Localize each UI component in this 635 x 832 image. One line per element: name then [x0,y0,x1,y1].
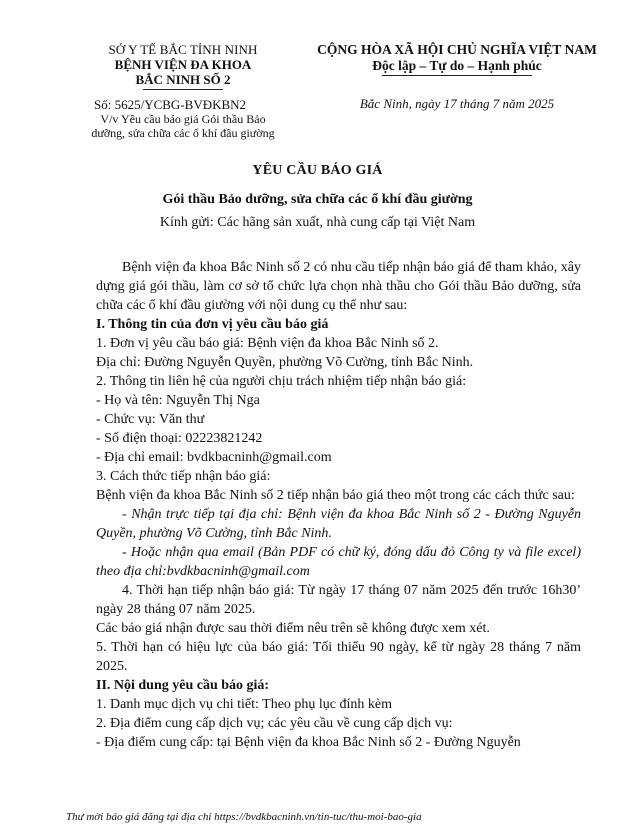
subject-line-2: dưỡng, sửa chữa các ổ khí đầu giường [91,126,275,140]
service-list: 1. Danh mục dịch vụ chi tiết: Theo phụ lục đính kèm [96,697,393,712]
service-location-heading: 2. Địa điểm cung cấp dịch vụ; các yêu cầu về cung cấp dịch vụ: [96,716,453,731]
issuer-name-line2: BẮC NINH SỐ 2 [135,72,231,87]
document-number: Số: 5625/YCBG-BVĐKBN2 [94,97,247,112]
motto-underline [382,75,532,76]
late-submission-note: Các báo giá nhận được sau thời điểm nêu trên sẽ không được xem xét. [96,621,490,636]
document-subject [78,112,288,140]
issuer-underline [143,89,223,90]
requesting-unit: 1. Đơn vị yêu cầu báo giá: Bệnh viện đa khoa Bắc Ninh số 2. [96,336,439,351]
contact-position: - Chức vụ: Văn thư [96,412,205,427]
quote-validity: 5. Thời hạn có hiệu lực của báo giá: Tối thiểu 90 ngày, kể từ ngày 28 tháng 7 năm 2025. [96,640,581,674]
package-title: Gói thầu Bảo dưỡng, sửa chữa các ổ khí đầu giường [162,192,473,207]
contact-info-heading: 2. Thông tin liên hệ của người chịu trách nhiệm tiếp nhận báo giá: [96,374,467,389]
receipt-method-email: - Hoặc nhận qua email (Bản PDF có chữ ký, đóng dấu đỏ Công ty và file excel) theo địa chỉ:bvdkbacninh@gmail.com [96,545,581,579]
contact-name: - Họ và tên: Nguyễn Thị Nga [96,393,260,408]
receipt-deadline: 4. Thời hạn tiếp nhận báo giá: Từ ngày 17 tháng 07 năm 2025 đến trước 16h30’ ngày 28 tháng 07 năm 2025. [96,583,581,617]
footer-note: Thư mời báo giá đăng tại địa chỉ https://bvdkbacninh.vn/tin-tuc/thu-moi-bao-gia [66,811,422,823]
subject-line-1: V/v Yêu cầu báo giá Gói thầu Bảo [100,112,266,126]
intro-paragraph: Bệnh viện đa khoa Bắc Ninh số 2 có nhu cầu tiếp nhận báo giá để tham khảo, xây dựng giá gói thầu, làm cơ sở tổ chức lựa chọn nhà thầu cho Gói thầu Bảo dưỡng, sửa chữa các ổ khí đầu giường với nội dung cụ thể như sau: [96,260,581,313]
recipient-line: Kính gửi: Các hãng sản xuất, nhà cung cấp tại Việt Nam [159,215,476,230]
national-motto: Độc lập – Tự do – Hạnh phúc [372,58,542,73]
issuer-name-line1: BỆNH VIỆN ĐA KHOA [114,57,252,72]
parent-agency: SỞ Y TẾ BẮC TỈNH NINH [108,42,258,57]
section-1-heading: I. Thông tin của đơn vị yêu cầu báo giá [96,317,329,332]
service-location: - Địa điểm cung cấp: tại Bệnh viện đa khoa Bắc Ninh số 2 - Đường Nguyễn [96,735,521,750]
unit-address: Địa chỉ: Đường Nguyễn Quyền, phường Võ Cường, tỉnh Bắc Ninh. [96,355,474,370]
issuer-header [78,42,288,90]
section-2-heading: II. Nội dung yêu cầu báo giá: [96,678,270,693]
document-body [96,258,581,752]
nation-name: CỘNG HÒA XÃ HỘI CHỦ NGHĨA VIỆT NAM [317,42,597,57]
receipt-method-desc: Bệnh viện đa khoa Bắc Ninh số 2 tiếp nhận báo giá theo một trong các cách thức sau: [96,488,575,503]
national-header [292,42,622,76]
contact-phone: - Số điện thoại: 02223821242 [96,431,263,446]
place-and-date: Bắc Ninh, ngày 17 tháng 7 năm 2025 [359,96,555,111]
receipt-method-heading: 3. Cách thức tiếp nhận báo giá: [96,469,271,484]
receipt-method-direct: - Nhận trực tiếp tại địa chỉ: Bệnh viện đa khoa Bắc Ninh số 2 - Đường Nguyễn Quyền, phường Võ Cường, tỉnh Bắc Ninh. [96,507,581,541]
contact-email: - Địa chỉ email: bvdkbacninh@gmail.com [96,450,332,465]
document-title: YÊU CẦU BÁO GIÁ [252,163,383,178]
